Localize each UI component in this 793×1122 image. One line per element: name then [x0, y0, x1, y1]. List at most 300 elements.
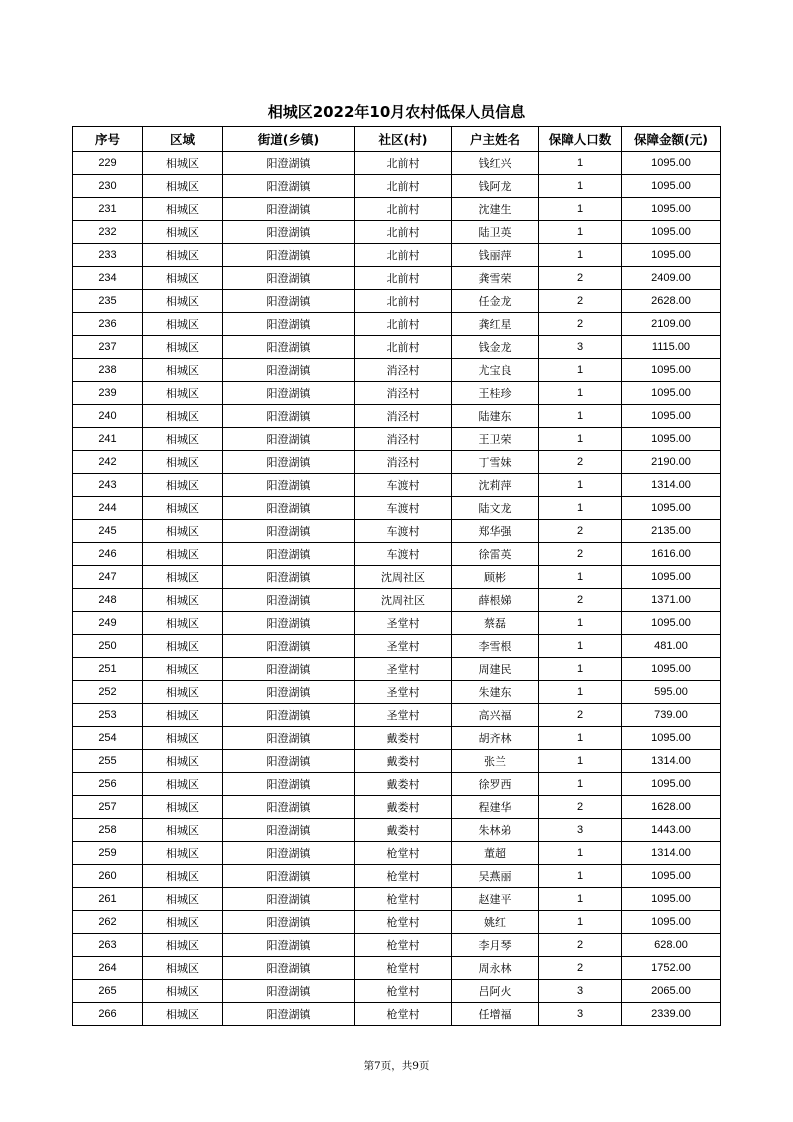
amount-cell: 1095.00 — [622, 382, 721, 405]
index-cell: 264 — [73, 957, 143, 980]
householder-cell: 周建民 — [452, 658, 539, 681]
persons-cell: 2 — [539, 796, 622, 819]
table-row — [73, 566, 721, 589]
table-row — [73, 267, 721, 290]
town-cell: 阳澄湖镇 — [223, 428, 355, 451]
town-cell: 阳澄湖镇 — [223, 267, 355, 290]
householder-cell: 沈建生 — [452, 198, 539, 221]
column-header-persons: 保障人口数 — [539, 127, 622, 152]
persons-cell: 1 — [539, 911, 622, 934]
table-row — [73, 336, 721, 359]
persons-cell: 3 — [539, 980, 622, 1003]
district-cell: 相城区 — [143, 957, 223, 980]
town-cell: 阳澄湖镇 — [223, 888, 355, 911]
amount-cell: 2065.00 — [622, 980, 721, 1003]
persons-cell: 1 — [539, 198, 622, 221]
table-row — [73, 957, 721, 980]
index-cell: 251 — [73, 658, 143, 681]
amount-cell: 1095.00 — [622, 865, 721, 888]
village-cell: 北前村 — [355, 221, 452, 244]
persons-cell: 1 — [539, 244, 622, 267]
index-cell: 250 — [73, 635, 143, 658]
village-cell: 北前村 — [355, 313, 452, 336]
column-header-village: 社区(村) — [355, 127, 452, 152]
index-cell: 252 — [73, 681, 143, 704]
householder-cell: 沈莉萍 — [452, 474, 539, 497]
amount-cell: 1095.00 — [622, 405, 721, 428]
district-cell: 相城区 — [143, 566, 223, 589]
amount-cell: 1095.00 — [622, 612, 721, 635]
town-cell: 阳澄湖镇 — [223, 566, 355, 589]
table-row — [73, 382, 721, 405]
table-row — [73, 474, 721, 497]
amount-cell: 2628.00 — [622, 290, 721, 313]
town-cell: 阳澄湖镇 — [223, 589, 355, 612]
householder-cell: 董超 — [452, 842, 539, 865]
amount-cell: 1095.00 — [622, 911, 721, 934]
amount-cell: 1095.00 — [622, 221, 721, 244]
amount-cell: 2135.00 — [622, 520, 721, 543]
householder-cell: 顾彬 — [452, 566, 539, 589]
amount-cell: 1371.00 — [622, 589, 721, 612]
village-cell: 车渡村 — [355, 474, 452, 497]
town-cell: 阳澄湖镇 — [223, 842, 355, 865]
index-cell: 255 — [73, 750, 143, 773]
table-row — [73, 497, 721, 520]
table-row — [73, 175, 721, 198]
town-cell: 阳澄湖镇 — [223, 175, 355, 198]
district-cell: 相城区 — [143, 474, 223, 497]
amount-cell: 1095.00 — [622, 428, 721, 451]
district-cell: 相城区 — [143, 359, 223, 382]
table-row — [73, 796, 721, 819]
district-cell: 相城区 — [143, 911, 223, 934]
index-cell: 245 — [73, 520, 143, 543]
table-row — [73, 198, 721, 221]
householder-cell: 徐罗西 — [452, 773, 539, 796]
householder-cell: 徐雷英 — [452, 543, 539, 566]
persons-cell: 1 — [539, 175, 622, 198]
district-cell: 相城区 — [143, 497, 223, 520]
district-cell: 相城区 — [143, 1003, 223, 1026]
index-cell: 253 — [73, 704, 143, 727]
index-cell: 242 — [73, 451, 143, 474]
index-cell: 262 — [73, 911, 143, 934]
table-row — [73, 911, 721, 934]
village-cell: 枪堂村 — [355, 1003, 452, 1026]
district-cell: 相城区 — [143, 382, 223, 405]
persons-cell: 1 — [539, 727, 622, 750]
page-title: 相城区2022年10月农村低保人员信息 — [267, 103, 526, 121]
persons-cell: 1 — [539, 773, 622, 796]
district-cell: 相城区 — [143, 152, 223, 175]
householder-cell: 龚红星 — [452, 313, 539, 336]
column-header-index: 序号 — [73, 127, 143, 152]
householder-cell: 周永林 — [452, 957, 539, 980]
householder-cell: 陆建东 — [452, 405, 539, 428]
town-cell: 阳澄湖镇 — [223, 336, 355, 359]
district-cell: 相城区 — [143, 635, 223, 658]
amount-cell: 1095.00 — [622, 727, 721, 750]
amount-cell: 1314.00 — [622, 750, 721, 773]
village-cell: 枪堂村 — [355, 888, 452, 911]
table-row — [73, 842, 721, 865]
village-cell: 消泾村 — [355, 405, 452, 428]
village-cell: 消泾村 — [355, 359, 452, 382]
village-cell: 圣堂村 — [355, 704, 452, 727]
amount-cell: 739.00 — [622, 704, 721, 727]
persons-cell: 2 — [539, 313, 622, 336]
town-cell: 阳澄湖镇 — [223, 244, 355, 267]
table-row — [73, 290, 721, 313]
district-cell: 相城区 — [143, 934, 223, 957]
index-cell: 258 — [73, 819, 143, 842]
amount-cell: 1628.00 — [622, 796, 721, 819]
persons-cell: 1 — [539, 382, 622, 405]
town-cell: 阳澄湖镇 — [223, 980, 355, 1003]
index-cell: 234 — [73, 267, 143, 290]
village-cell: 枪堂村 — [355, 865, 452, 888]
index-cell: 231 — [73, 198, 143, 221]
table-row — [73, 934, 721, 957]
householder-cell: 陆文龙 — [452, 497, 539, 520]
persons-cell: 1 — [539, 658, 622, 681]
district-cell: 相城区 — [143, 451, 223, 474]
householder-cell: 李月琴 — [452, 934, 539, 957]
village-cell: 车渡村 — [355, 543, 452, 566]
district-cell: 相城区 — [143, 428, 223, 451]
index-cell: 241 — [73, 428, 143, 451]
index-cell: 232 — [73, 221, 143, 244]
table-row — [73, 635, 721, 658]
index-cell: 240 — [73, 405, 143, 428]
village-cell: 北前村 — [355, 244, 452, 267]
district-cell: 相城区 — [143, 727, 223, 750]
town-cell: 阳澄湖镇 — [223, 635, 355, 658]
village-cell: 圣堂村 — [355, 612, 452, 635]
table-row — [73, 589, 721, 612]
householder-cell: 李雪根 — [452, 635, 539, 658]
amount-cell: 1095.00 — [622, 658, 721, 681]
table-row — [73, 727, 721, 750]
table-row — [73, 1003, 721, 1026]
persons-cell: 2 — [539, 267, 622, 290]
district-cell: 相城区 — [143, 750, 223, 773]
index-cell: 263 — [73, 934, 143, 957]
district-cell: 相城区 — [143, 313, 223, 336]
table-row — [73, 221, 721, 244]
persons-cell: 2 — [539, 290, 622, 313]
amount-cell: 1115.00 — [622, 336, 721, 359]
district-cell: 相城区 — [143, 681, 223, 704]
district-cell: 相城区 — [143, 796, 223, 819]
district-cell: 相城区 — [143, 589, 223, 612]
persons-cell: 3 — [539, 336, 622, 359]
table-row — [73, 819, 721, 842]
index-cell: 230 — [73, 175, 143, 198]
district-cell: 相城区 — [143, 267, 223, 290]
district-cell: 相城区 — [143, 290, 223, 313]
district-cell: 相城区 — [143, 336, 223, 359]
persons-cell: 1 — [539, 635, 622, 658]
town-cell: 阳澄湖镇 — [223, 497, 355, 520]
persons-cell: 1 — [539, 474, 622, 497]
persons-cell: 2 — [539, 451, 622, 474]
index-cell: 259 — [73, 842, 143, 865]
table-row — [73, 543, 721, 566]
district-cell: 相城区 — [143, 888, 223, 911]
householder-cell: 朱建东 — [452, 681, 539, 704]
persons-cell: 1 — [539, 842, 622, 865]
village-cell: 消泾村 — [355, 451, 452, 474]
district-cell: 相城区 — [143, 543, 223, 566]
village-cell: 消泾村 — [355, 382, 452, 405]
persons-cell: 2 — [539, 520, 622, 543]
district-cell: 相城区 — [143, 244, 223, 267]
persons-cell: 2 — [539, 957, 622, 980]
index-cell: 236 — [73, 313, 143, 336]
village-cell: 北前村 — [355, 336, 452, 359]
index-cell: 233 — [73, 244, 143, 267]
persons-cell: 1 — [539, 428, 622, 451]
amount-cell: 1095.00 — [622, 198, 721, 221]
village-cell: 车渡村 — [355, 497, 452, 520]
village-cell: 枪堂村 — [355, 934, 452, 957]
householder-cell: 任金龙 — [452, 290, 539, 313]
table-row — [73, 152, 721, 175]
householder-cell: 钱阿龙 — [452, 175, 539, 198]
persons-cell: 1 — [539, 359, 622, 382]
householder-cell: 薛根娣 — [452, 589, 539, 612]
householder-cell: 张兰 — [452, 750, 539, 773]
district-cell: 相城区 — [143, 520, 223, 543]
index-cell: 249 — [73, 612, 143, 635]
index-cell: 237 — [73, 336, 143, 359]
persons-cell: 1 — [539, 750, 622, 773]
town-cell: 阳澄湖镇 — [223, 727, 355, 750]
index-cell: 260 — [73, 865, 143, 888]
village-cell: 北前村 — [355, 152, 452, 175]
town-cell: 阳澄湖镇 — [223, 819, 355, 842]
amount-cell: 1095.00 — [622, 888, 721, 911]
householder-cell: 王桂珍 — [452, 382, 539, 405]
amount-cell: 2109.00 — [622, 313, 721, 336]
village-cell: 戴娄村 — [355, 750, 452, 773]
town-cell: 阳澄湖镇 — [223, 773, 355, 796]
index-cell: 257 — [73, 796, 143, 819]
amount-cell: 1095.00 — [622, 497, 721, 520]
amount-cell: 1443.00 — [622, 819, 721, 842]
village-cell: 圣堂村 — [355, 658, 452, 681]
amount-cell: 2409.00 — [622, 267, 721, 290]
page-footer: 第7页，共9页 — [363, 1060, 430, 1072]
town-cell: 阳澄湖镇 — [223, 198, 355, 221]
persons-cell: 1 — [539, 888, 622, 911]
town-cell: 阳澄湖镇 — [223, 359, 355, 382]
district-cell: 相城区 — [143, 175, 223, 198]
index-cell: 239 — [73, 382, 143, 405]
persons-cell: 1 — [539, 405, 622, 428]
amount-cell: 1095.00 — [622, 152, 721, 175]
index-cell: 235 — [73, 290, 143, 313]
amount-cell: 1314.00 — [622, 474, 721, 497]
table-row — [73, 451, 721, 474]
town-cell: 阳澄湖镇 — [223, 290, 355, 313]
index-cell: 247 — [73, 566, 143, 589]
district-cell: 相城区 — [143, 980, 223, 1003]
householder-cell: 郑华强 — [452, 520, 539, 543]
village-cell: 枪堂村 — [355, 911, 452, 934]
householder-cell: 姚红 — [452, 911, 539, 934]
village-cell: 戴娄村 — [355, 796, 452, 819]
index-cell: 229 — [73, 152, 143, 175]
town-cell: 阳澄湖镇 — [223, 520, 355, 543]
householder-cell: 王卫荣 — [452, 428, 539, 451]
amount-cell: 1095.00 — [622, 244, 721, 267]
householder-cell: 尤宝良 — [452, 359, 539, 382]
town-cell: 阳澄湖镇 — [223, 1003, 355, 1026]
persons-cell: 1 — [539, 221, 622, 244]
district-cell: 相城区 — [143, 842, 223, 865]
householder-cell: 任增福 — [452, 1003, 539, 1026]
town-cell: 阳澄湖镇 — [223, 451, 355, 474]
town-cell: 阳澄湖镇 — [223, 405, 355, 428]
index-cell: 266 — [73, 1003, 143, 1026]
householder-cell: 钱红兴 — [452, 152, 539, 175]
persons-cell: 1 — [539, 865, 622, 888]
table-row — [73, 773, 721, 796]
amount-cell: 1752.00 — [622, 957, 721, 980]
amount-cell: 1314.00 — [622, 842, 721, 865]
table-row — [73, 980, 721, 1003]
index-cell: 244 — [73, 497, 143, 520]
householder-cell: 蔡磊 — [452, 612, 539, 635]
amount-cell: 1095.00 — [622, 175, 721, 198]
amount-cell: 1095.00 — [622, 773, 721, 796]
district-cell: 相城区 — [143, 704, 223, 727]
persons-cell: 3 — [539, 819, 622, 842]
table-row — [73, 888, 721, 911]
table-row — [73, 313, 721, 336]
amount-cell: 595.00 — [622, 681, 721, 704]
subsistence-allowance-table — [72, 126, 721, 1026]
town-cell: 阳澄湖镇 — [223, 221, 355, 244]
index-cell: 246 — [73, 543, 143, 566]
column-header-town: 街道(乡镇) — [223, 127, 355, 152]
town-cell: 阳澄湖镇 — [223, 313, 355, 336]
persons-cell: 1 — [539, 612, 622, 635]
town-cell: 阳澄湖镇 — [223, 704, 355, 727]
amount-cell: 628.00 — [622, 934, 721, 957]
district-cell: 相城区 — [143, 819, 223, 842]
district-cell: 相城区 — [143, 773, 223, 796]
householder-cell: 钱丽萍 — [452, 244, 539, 267]
village-cell: 戴娄村 — [355, 819, 452, 842]
district-cell: 相城区 — [143, 405, 223, 428]
column-header-amount: 保障金额(元) — [622, 127, 721, 152]
index-cell: 238 — [73, 359, 143, 382]
town-cell: 阳澄湖镇 — [223, 681, 355, 704]
householder-cell: 龚雪荣 — [452, 267, 539, 290]
householder-cell: 丁雪妹 — [452, 451, 539, 474]
persons-cell: 2 — [539, 589, 622, 612]
district-cell: 相城区 — [143, 658, 223, 681]
table-row — [73, 405, 721, 428]
town-cell: 阳澄湖镇 — [223, 543, 355, 566]
table-row — [73, 704, 721, 727]
table-row — [73, 520, 721, 543]
index-cell: 265 — [73, 980, 143, 1003]
amount-cell: 1095.00 — [622, 566, 721, 589]
town-cell: 阳澄湖镇 — [223, 934, 355, 957]
index-cell: 254 — [73, 727, 143, 750]
householder-cell: 赵建平 — [452, 888, 539, 911]
village-cell: 枪堂村 — [355, 980, 452, 1003]
householder-cell: 朱林弟 — [452, 819, 539, 842]
column-header-district: 区域 — [143, 127, 223, 152]
table-row — [73, 428, 721, 451]
table-row — [73, 658, 721, 681]
district-cell: 相城区 — [143, 612, 223, 635]
table-row — [73, 865, 721, 888]
householder-cell: 程建华 — [452, 796, 539, 819]
town-cell: 阳澄湖镇 — [223, 750, 355, 773]
town-cell: 阳澄湖镇 — [223, 474, 355, 497]
village-cell: 沈周社区 — [355, 589, 452, 612]
householder-cell: 吕阿火 — [452, 980, 539, 1003]
index-cell: 243 — [73, 474, 143, 497]
table-row — [73, 681, 721, 704]
householder-cell: 胡齐林 — [452, 727, 539, 750]
village-cell: 圣堂村 — [355, 635, 452, 658]
amount-cell: 2190.00 — [622, 451, 721, 474]
district-cell: 相城区 — [143, 198, 223, 221]
table-header-row — [73, 127, 721, 152]
town-cell: 阳澄湖镇 — [223, 911, 355, 934]
town-cell: 阳澄湖镇 — [223, 612, 355, 635]
column-header-householder: 户主姓名 — [452, 127, 539, 152]
persons-cell: 1 — [539, 497, 622, 520]
village-cell: 戴娄村 — [355, 727, 452, 750]
district-cell: 相城区 — [143, 221, 223, 244]
persons-cell: 1 — [539, 681, 622, 704]
village-cell: 枪堂村 — [355, 842, 452, 865]
village-cell: 沈周社区 — [355, 566, 452, 589]
village-cell: 圣堂村 — [355, 681, 452, 704]
persons-cell: 2 — [539, 704, 622, 727]
table-row — [73, 750, 721, 773]
table-row — [73, 612, 721, 635]
district-cell: 相城区 — [143, 865, 223, 888]
town-cell: 阳澄湖镇 — [223, 957, 355, 980]
village-cell: 北前村 — [355, 175, 452, 198]
householder-cell: 陆卫英 — [452, 221, 539, 244]
table-row — [73, 359, 721, 382]
householder-cell: 高兴福 — [452, 704, 539, 727]
persons-cell: 3 — [539, 1003, 622, 1026]
persons-cell: 1 — [539, 152, 622, 175]
persons-cell: 2 — [539, 934, 622, 957]
village-cell: 枪堂村 — [355, 957, 452, 980]
index-cell: 256 — [73, 773, 143, 796]
town-cell: 阳澄湖镇 — [223, 796, 355, 819]
amount-cell: 2339.00 — [622, 1003, 721, 1026]
index-cell: 248 — [73, 589, 143, 612]
village-cell: 北前村 — [355, 198, 452, 221]
village-cell: 北前村 — [355, 267, 452, 290]
town-cell: 阳澄湖镇 — [223, 865, 355, 888]
town-cell: 阳澄湖镇 — [223, 152, 355, 175]
